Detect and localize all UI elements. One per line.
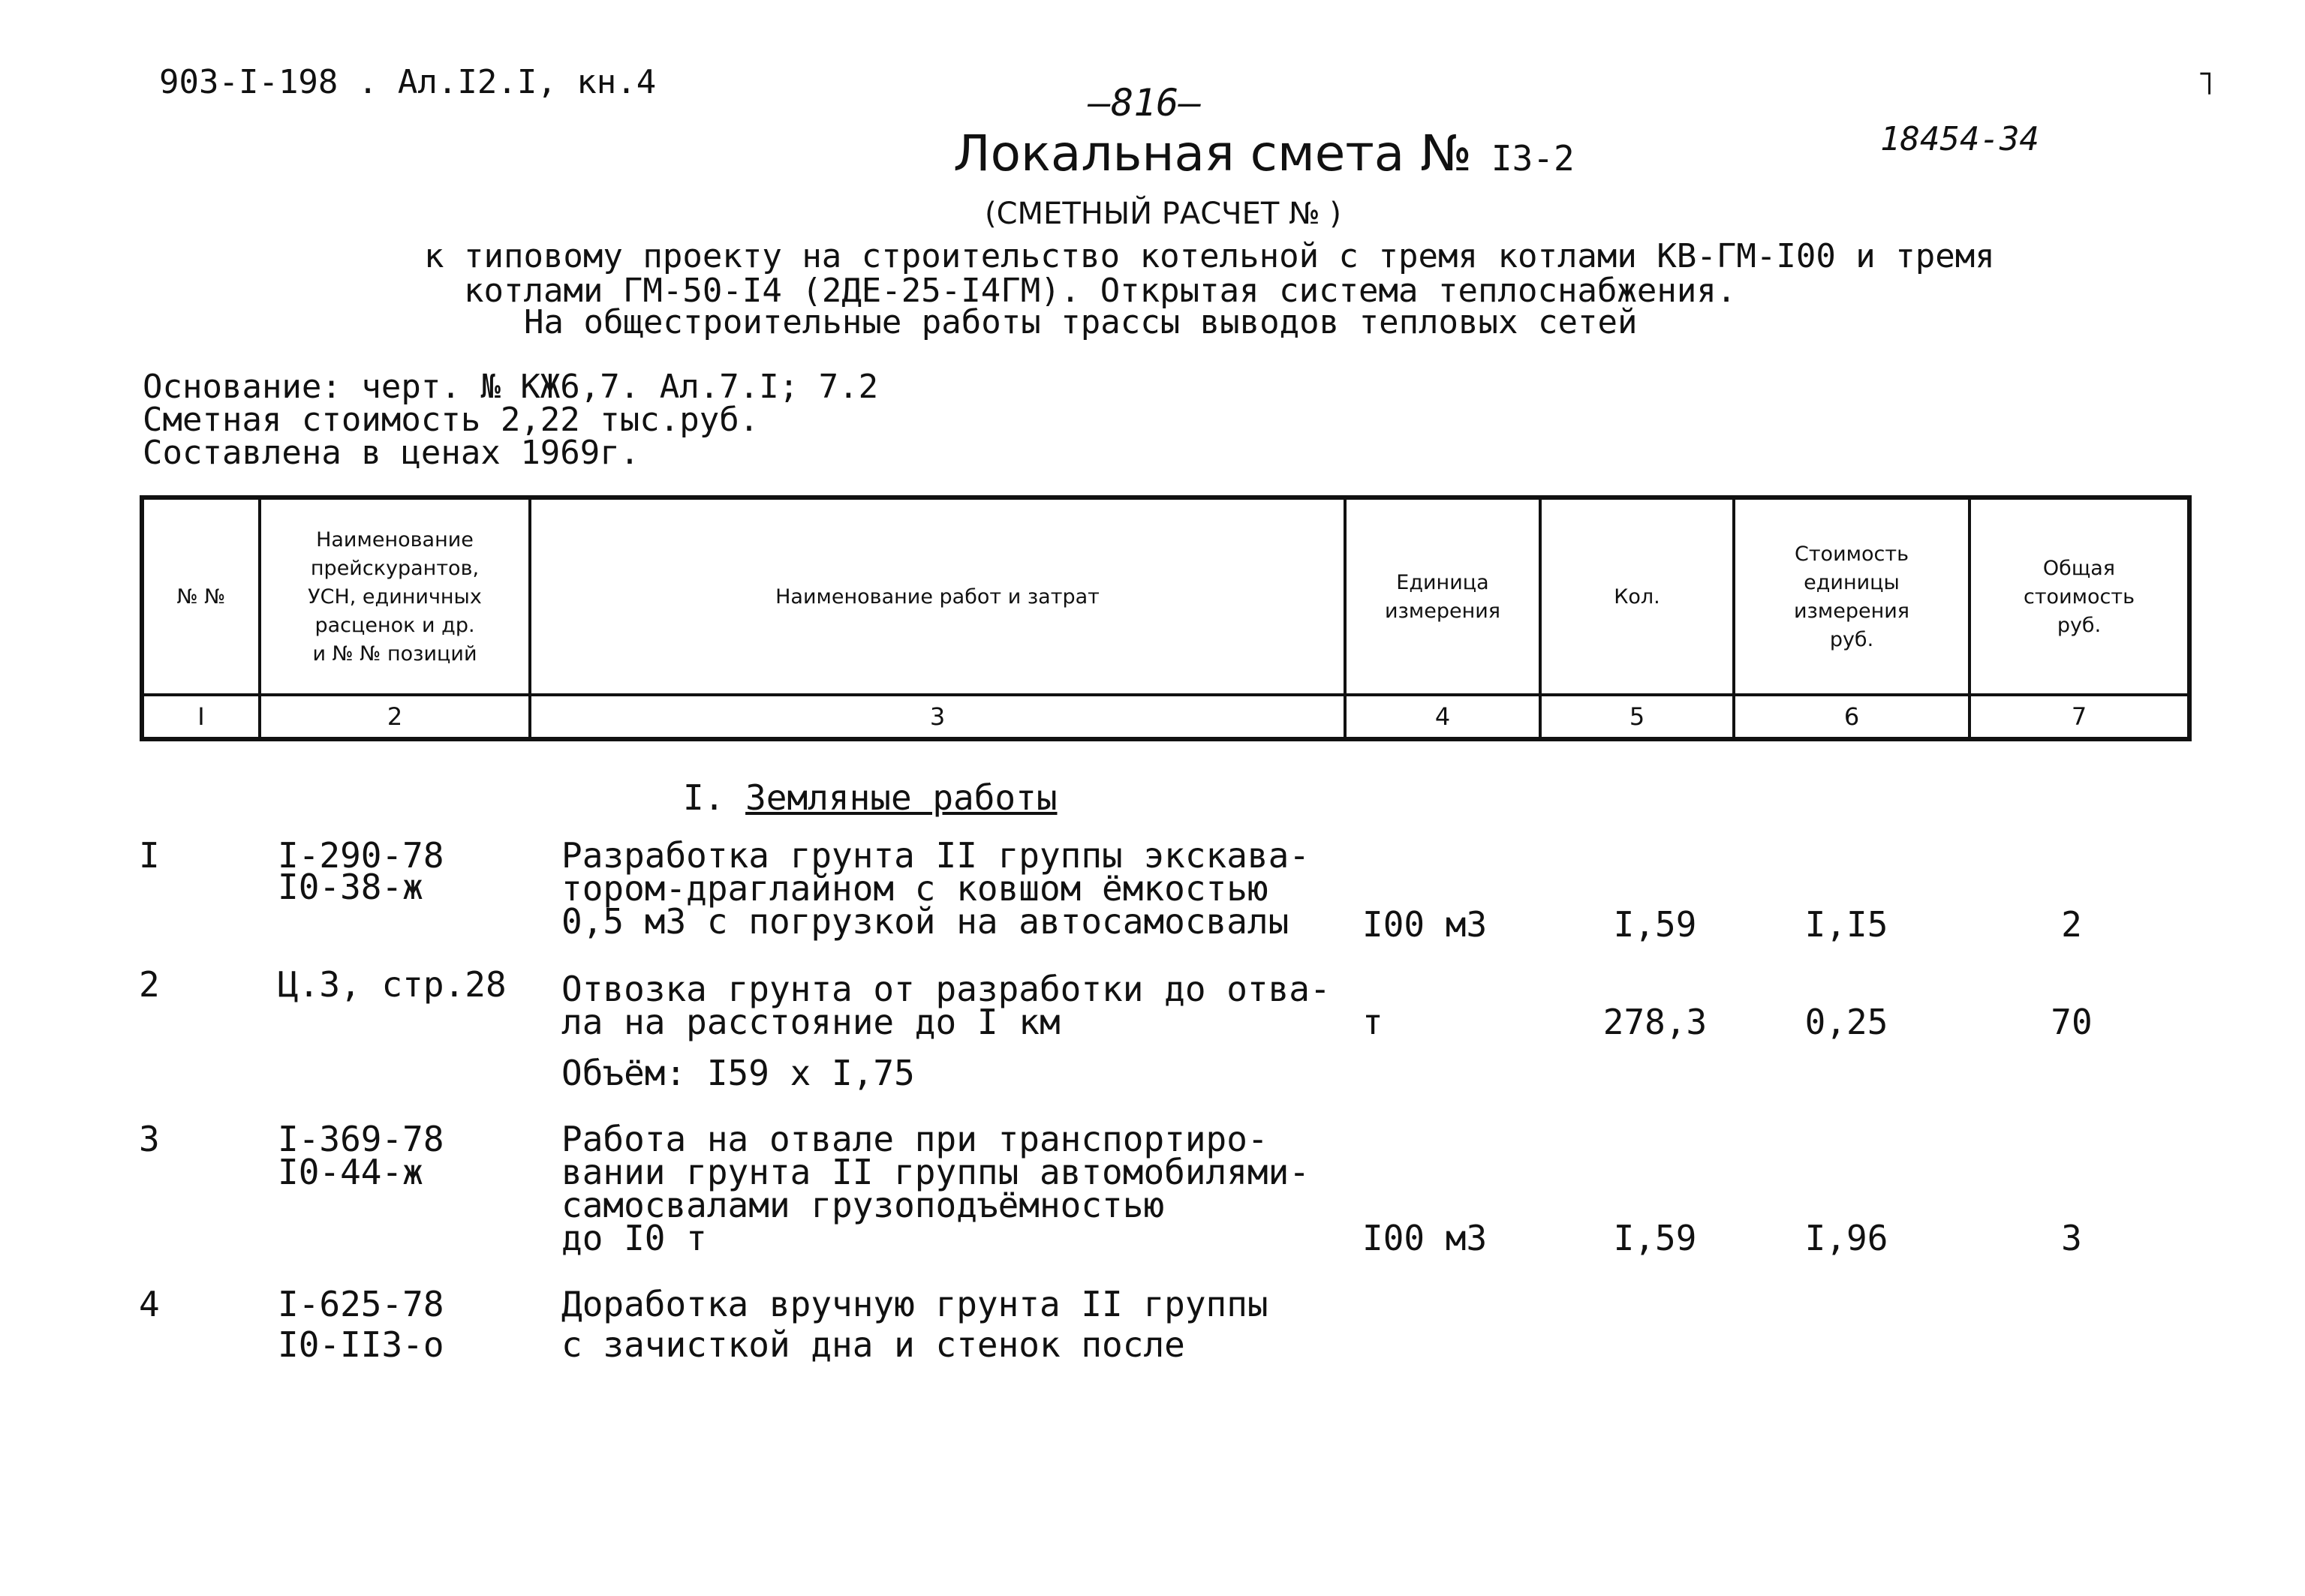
row-3-unit: I00 м3: [1362, 1218, 1488, 1258]
row-2-unit: т: [1362, 1002, 1383, 1042]
document-subtitle: (СМЕТНЫЙ РАСЧЕТ № ): [985, 197, 1341, 231]
row-3-desc-3: самосвалами грузоподъёмностью: [561, 1185, 1165, 1225]
row-4-code-1: I-625-78: [278, 1284, 444, 1324]
section-name: Земляные работы: [745, 777, 1058, 818]
row-1-code-1: I-290-78: [278, 835, 444, 876]
row-1-desc-3: 0,5 м3 с погрузкой на автосамосвалы: [561, 901, 1289, 942]
row-4-desc-2: с зачисткой дна и стенок после: [561, 1324, 1185, 1365]
row-3-code-2: I0-44-ж: [278, 1152, 423, 1192]
row-2-total: 70: [2051, 1002, 2093, 1042]
page-number: —816—: [1088, 81, 1202, 125]
title-text: Локальная смета №: [953, 125, 1472, 182]
col-header-number: № №: [144, 500, 261, 695]
row-2-desc-2: ла на расстояние до I км: [561, 1002, 1061, 1042]
row-2-desc-1: Отвозка грунта от разработки до отва-: [561, 969, 1331, 1009]
row-3-desc-2: вании грунта II группы автомобилями-: [561, 1152, 1310, 1192]
document-code: 903-I-198 . Ал.I2.I, кн.4: [159, 63, 657, 101]
row-2-unit-price: 0,25: [1804, 1002, 1888, 1042]
estimate-table-header: [140, 495, 2192, 741]
row-3-desc-4: до I0 т: [561, 1218, 707, 1258]
col-index-2: 2: [261, 695, 531, 738]
row-1-desc-1: Разработка грунта II группы экскава-: [561, 835, 1310, 876]
row-1-code-2: I0-38-ж: [278, 867, 423, 907]
col-index-7: 7: [2071, 702, 2087, 731]
description-line-2: котлами ГМ-50-I4 (2ДЕ-25-I4ГМ). Открытая система теплоснабжения.: [464, 272, 1737, 310]
col-header-quantity: Кол.: [1542, 500, 1735, 695]
col-index-5: 5: [1542, 695, 1735, 738]
col-header-unit-cost: Стоимость единицы измерения руб.: [1735, 500, 1971, 695]
col-header-total-cost: Общая стоимость руб.: [2023, 557, 2135, 637]
row-1-total: 2: [2061, 904, 2082, 945]
row-3-code-1: I-369-78: [278, 1119, 444, 1159]
col-index-1: I: [144, 695, 261, 738]
col-index-6: 6: [1735, 695, 1971, 738]
row-3-number: 3: [139, 1119, 160, 1159]
col-index-4: 4: [1347, 695, 1542, 738]
estimated-cost-line: Сметная стоимость 2,22 тыс.руб.: [143, 401, 760, 439]
row-3-desc-1: Работа на отвале при транспортиро-: [561, 1119, 1268, 1159]
col-header-unit: Единица измерения: [1347, 500, 1542, 695]
description-line-1: к типовому проекту на строительство котельной с тремя котлами КВ-ГМ-I00 и тремя: [424, 237, 1995, 275]
row-3-total: 3: [2061, 1218, 2082, 1258]
row-1-number: I: [139, 835, 160, 876]
row-4-desc-1: Доработка вручную грунта II группы: [561, 1284, 1268, 1324]
section-number: I.: [683, 777, 725, 818]
row-1-unit: I00 м3: [1362, 904, 1488, 945]
row-2-number: 2: [139, 964, 160, 1005]
description-line-3: На общестроительные работы трассы выводов тепловых сетей: [524, 303, 1638, 341]
title-number: I3-2: [1491, 138, 1575, 179]
row-4-number: 4: [139, 1284, 160, 1324]
col-index-3: 3: [531, 695, 1347, 738]
col-header-price-code: Наименование прейскурантов, УСН, единичных расценок и др. и № № позиций: [261, 500, 531, 695]
prices-line: Составлена в ценах 1969г.: [143, 434, 640, 472]
row-2-volume: Объём: I59 х I,75: [561, 1053, 915, 1093]
row-1-unit-price: I,I5: [1804, 904, 1888, 945]
row-3-quantity: I,59: [1613, 1218, 1697, 1258]
row-1-quantity: I,59: [1613, 904, 1697, 945]
row-3-unit-price: I,96: [1804, 1218, 1888, 1258]
col-header-work-name: Наименование работ и затрат: [531, 500, 1347, 695]
basis-line: Основание: черт. № КЖ6,7. Ал.7.I; 7.2: [143, 368, 879, 406]
section-title: [683, 777, 1058, 818]
registration-number: 18454-34: [1880, 120, 2039, 158]
row-1-desc-2: тором-драглайном с ковшом ёмкостью: [561, 868, 1268, 909]
row-2-code-1: Ц.3, стр.28: [278, 964, 507, 1005]
row-2-quantity: 278,3: [1602, 1002, 1708, 1042]
document-title: [953, 125, 1575, 182]
row-4-code-2: I0-II3-о: [278, 1324, 444, 1365]
corner-mark: ˥: [2195, 65, 2216, 103]
